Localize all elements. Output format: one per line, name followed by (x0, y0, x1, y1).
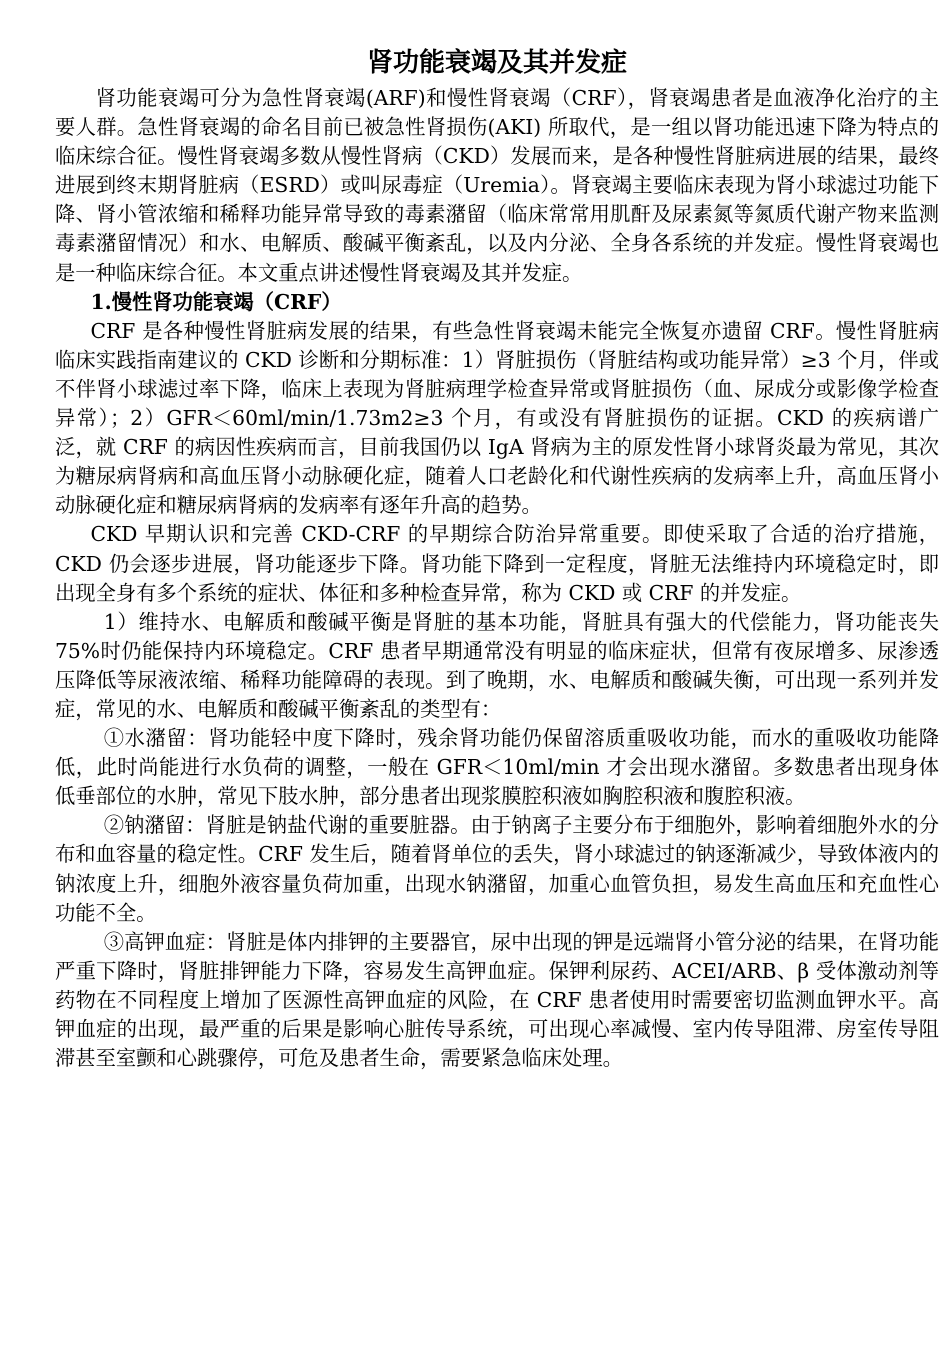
sodium-retention-paragraph: ②钠潴留：肾脏是钠盐代谢的重要脏器。由于钠离子主要分布于细胞外，影响着细胞外水的分布和血容量的稳定性。CRF 发生后，随着肾单位的丢失，肾小球滤过的钠逐渐减少，导致体液内的钠浓度上升，细胞外液容量负荷加重，出现水钠潴留，加重心血管负担，易发生高血压和充血性心功能不全。 (55, 813, 939, 925)
section-heading: 1.慢性肾功能衰竭（CRF） (90, 289, 342, 314)
intro-paragraph: 肾功能衰竭可分为急性肾衰竭(ARF)和慢性肾衰竭（CRF），肾衰竭患者是血液净化治疗的主要人群。急性肾衰竭的命名目前已被急性肾损伤(AKI) 所取代，是一组以肾功能迅速下降为特点的临床综合征。慢性肾衰竭多数从慢性肾病（CKD）发展而来，是各种慢性肾脏病进展的结果，最终进展到终末期肾脏病（ESRD）或叫尿毒症（Uremia）。肾衰竭主要临床表现为肾小球滤过功能下降、肾小管浓缩和稀释功能异常导致的毒素潴留（临床常常用肌酐及尿素氮等氮质代谢产物来监测毒素潴留情况）和水、电解质、酸碱平衡紊乱，以及内分泌、全身各系统的并发症。慢性肾衰竭也是一种临床综合征。本文重点讲述慢性肾衰竭及其并发症。 (55, 86, 939, 285)
document-page (55, 44, 939, 1073)
water-electrolyte-paragraph: 1）维持水、电解质和酸碱平衡是肾脏的基本功能，肾脏具有强大的代偿能力，肾功能丧失 75%时仍能保持内环境稳定。CRF 患者早期通常没有明显的临床症状，但常有夜尿增多、尿渗透压降低等尿液浓缩、稀释功能障碍的表现。到了晚期，水、电解质和酸碱失衡，可出现一系列并发症，常见的水、电解质和酸碱平衡紊乱的类型有： (55, 609, 939, 721)
early-prevention-paragraph: CKD 早期认识和完善 CKD-CRF 的早期综合防治异常重要。即使采取了合适的治疗措施，CKD 仍会逐步进展，肾功能逐步下降。肾功能下降到一定程度，肾脏无法维持内环境稳定时，即出现全身有多个系统的症状、体征和多种检查异常，称为 CKD 或 CRF 的并发症。 (55, 522, 939, 605)
document-title: 肾功能衰竭及其并发症 (366, 48, 627, 78)
water-retention-paragraph: ①水潴留：肾功能轻中度下降时，残余肾功能仍保留溶质重吸收功能，而水的重吸收功能降低，此时尚能进行水负荷的调整，一般在 GFR＜10ml/min 才会出现水潴留。多数患者出现身体低垂部位的水肿，常见下肢水肿，部分患者出现浆膜腔积液如胸腔积液和腹腔积液。 (55, 726, 939, 809)
crf-definition-paragraph: CRF 是各种慢性肾脏病发展的结果，有些急性肾衰竭未能完全恢复亦遗留 CRF。慢性肾脏病临床实践指南建议的 CKD 诊断和分期标准：1）肾脏损伤（肾脏结构或功能异常）≥3 个月，伴或不伴肾小球滤过率下降，临床上表现为肾脏病理学检查异常或肾脏损伤（血、尿成分或影像学检查异常）；2）GFR＜60ml/min/1.73m2≥3 个月，有或没有肾脏损伤的证据。CKD 的疾病谱广泛，就 CRF 的病因性疾病而言，目前我国仍以 IgA 肾病为主的原发性肾小球肾炎最为常见，其次为糖尿病肾病和高血压肾小动脉硬化症，随着人口老龄化和代谢性疾病的发病率上升，高血压肾小动脉硬化症和糖尿病肾病的发病率有逐年升高的趋势。 (55, 318, 939, 518)
hyperkalemia-paragraph: ③高钾血症：肾脏是体内排钾的主要器官，尿中出现的钾是远端肾小管分泌的结果，在肾功能严重下降时，肾脏排钾能力下降，容易发生高钾血症。保钾利尿药、ACEI/ARB、β 受体激动剂等药物在不同程度上增加了医源性高钾血症的风险，在 CRF 患者使用时需要密切监测血钾水平。高钾血症的出现，最严重的后果是影响心脏传导系统，可出现心率减慢、室内传导阻滞、房室传导阻滞甚至室颤和心跳骤停，可危及患者生命，需要紧急临床处理。 (55, 929, 939, 1071)
